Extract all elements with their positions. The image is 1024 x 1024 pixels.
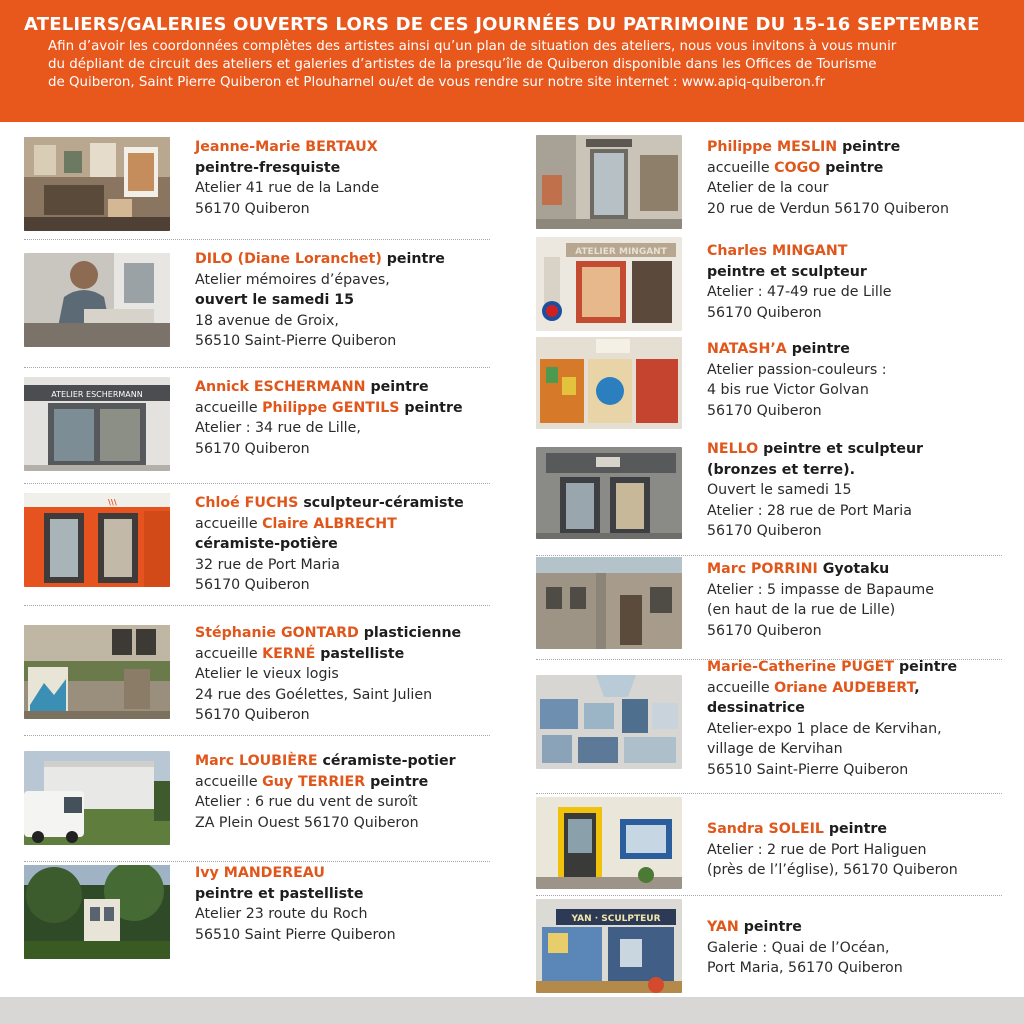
artist-entry-bertaux xyxy=(24,133,490,235)
artist-name: Sandra SOLEIL xyxy=(707,821,824,837)
guest-name: Philippe GENTILS xyxy=(262,399,400,416)
artist-address: Atelier 41 rue de la Lande xyxy=(195,180,380,197)
guest-punct: , xyxy=(914,679,920,696)
atelier-name: Atelier mémoires d’épaves, xyxy=(195,271,390,288)
svg-text:\\\: \\\ xyxy=(108,498,117,507)
banner-title: ATELIERS/GALERIES OUVERTS LORS DE CES JOURNÉES DU PATRIMOINE DU 15-16 SEPTEMBRE xyxy=(24,14,980,35)
artist-city: 56170 Quiberon xyxy=(195,577,310,594)
artist-name: Annick ESCHERMANN xyxy=(195,379,366,395)
artist-name: NATASH’A xyxy=(707,341,787,357)
artist-city: 56510 Saint Pierre Quiberon xyxy=(195,926,396,943)
artist-entry-porrini xyxy=(536,557,1002,655)
guest-name: Guy TERRIER xyxy=(262,773,366,790)
artist-photo xyxy=(24,253,170,347)
artist-entry-mingant xyxy=(536,237,1002,333)
artist-photo xyxy=(24,865,170,959)
artist-name: Charles MINGANT xyxy=(707,243,848,259)
artist-entry-gontard xyxy=(24,619,490,731)
artist-info xyxy=(195,137,490,219)
artist-photo xyxy=(24,625,170,719)
artist-info xyxy=(195,623,490,726)
opening-note: ouvert le samedi 15 xyxy=(195,292,354,309)
artist-name: Chloé FUCHS xyxy=(195,495,299,511)
artist-info xyxy=(707,917,1002,979)
artist-city: 56170 Quiberon xyxy=(195,707,310,724)
atelier-name: Atelier le vieux logis xyxy=(195,666,339,683)
artist-info xyxy=(707,657,1002,781)
header-banner xyxy=(0,0,1024,122)
shop-sign: ATELIER MINGANT xyxy=(575,247,667,257)
artist-address: 18 avenue de Groix, xyxy=(195,312,339,329)
artist-photo xyxy=(536,557,682,649)
guest-role: peintre xyxy=(365,773,429,790)
welcome-label: accueille xyxy=(195,515,263,532)
artist-info xyxy=(707,439,1002,542)
artist-address: Atelier : 47-49 rue de Lille xyxy=(707,284,892,301)
artist-entry-yan xyxy=(536,899,1002,995)
artist-entry-eschermann xyxy=(24,373,490,479)
artist-name: Stéphanie GONTARD xyxy=(195,625,359,641)
shop-sign: ATELIER ESCHERMANN xyxy=(51,390,143,399)
artist-name: Marie-Catherine PUGET xyxy=(707,659,895,675)
artist-city: 56170 Quiberon xyxy=(707,402,822,419)
artist-role: peintre xyxy=(786,341,850,357)
address-detail: (en haut de la rue de Lille) xyxy=(707,602,896,619)
artist-city: ZA Plein Ouest 56170 Quiberon xyxy=(195,814,419,831)
artist-city: 56510 Saint-Pierre Quiberon xyxy=(195,333,397,350)
guest-name: COGO xyxy=(774,159,821,176)
artist-photo xyxy=(536,337,682,429)
guest-role: céramiste-potière xyxy=(195,536,338,553)
guest-name: KERNÉ xyxy=(262,645,316,662)
artist-role: peintre et sculpteur xyxy=(707,263,867,280)
artist-city: 56170 Quiberon xyxy=(707,304,822,321)
guest-role: dessinatrice xyxy=(707,700,805,717)
artist-photo xyxy=(536,447,682,539)
welcome-label: accueille xyxy=(195,645,263,662)
artist-city: 56170 Quiberon xyxy=(707,523,822,540)
guest-role: peintre xyxy=(820,159,884,176)
artist-entry-dilo xyxy=(24,245,490,363)
artist-info xyxy=(195,863,490,945)
atelier-name: Atelier de la cour xyxy=(707,180,829,197)
banner-intro xyxy=(48,38,1000,92)
artist-city: 56510 Saint-Pierre Quiberon xyxy=(707,761,909,778)
artist-entry-mandereau xyxy=(24,863,490,963)
artist-entry-natasha xyxy=(536,337,1002,433)
atelier-name: Atelier passion-couleurs : xyxy=(707,361,887,378)
artist-address: 4 bis rue Victor Golvan xyxy=(707,382,869,399)
artist-info xyxy=(707,819,1002,881)
artist-city: 56170 Quiberon xyxy=(195,200,310,217)
welcome-label: accueille xyxy=(195,773,263,790)
artist-address: Atelier-expo 1 place de Kervihan, xyxy=(707,720,942,737)
artist-name: Ivy MANDEREAU xyxy=(195,865,325,881)
artist-entry-meslin xyxy=(536,133,1002,231)
artist-info xyxy=(195,493,490,596)
guest-name: Claire ALBRECHT xyxy=(262,515,397,532)
artist-address: 24 rue des Goélettes, Saint Julien xyxy=(195,686,433,703)
guest-role: pastelliste xyxy=(315,645,405,662)
artist-name: Philippe MESLIN xyxy=(707,139,838,155)
artist-role: peintre-fresquiste xyxy=(195,159,341,176)
welcome-label: accueille xyxy=(707,159,775,176)
artist-city: 56170 Quiberon xyxy=(707,622,822,639)
artist-address: Atelier 23 route du Roch xyxy=(195,906,368,923)
artist-photo xyxy=(536,675,682,769)
artist-photo xyxy=(536,797,682,889)
artist-address: Atelier : 5 impasse de Bapaume xyxy=(707,581,934,598)
artist-entry-loubiere xyxy=(24,751,490,857)
guest-role: peintre xyxy=(399,399,463,416)
banner-line-3: de Quiberon, Saint Pierre Quiberon et Plouharnel ou/et de vous rendre sur notre site internet : www.apiq-quiberon.fr xyxy=(48,75,826,90)
artist-role: peintre et sculpteur xyxy=(758,441,924,457)
artist-info xyxy=(707,339,1002,421)
artist-city: (près de l’l’église), 56170 Quiberon xyxy=(707,862,958,879)
artist-photo xyxy=(24,137,170,231)
welcome-label: accueille xyxy=(195,399,263,416)
artist-address: 32 rue de Port Maria xyxy=(195,556,340,573)
artist-name: Marc PORRINI xyxy=(707,561,818,577)
artist-address: Galerie : Quai de l’Océan, xyxy=(707,939,890,956)
artist-address: Atelier : 2 rue de Port Haliguen xyxy=(707,841,927,858)
artist-address: Atelier : 6 rue du vent de suroît xyxy=(195,794,418,811)
banner-line-2: du dépliant de circuit des ateliers et galeries d’artistes de la presqu’île de Quiberon disponible dans les Offices de Tourisme xyxy=(48,57,877,72)
artist-role: céramiste-potier xyxy=(317,753,456,769)
artist-city: Port Maria, 56170 Quiberon xyxy=(707,960,903,977)
artist-role: sculpteur-céramiste xyxy=(298,495,464,511)
artist-role: peintre et pastelliste xyxy=(195,885,364,902)
artist-role: Gyotaku xyxy=(817,561,890,577)
artist-address: Atelier : 28 rue de Port Maria xyxy=(707,502,912,519)
artist-entry-puget xyxy=(536,659,1002,789)
artist-role: peintre xyxy=(738,919,802,935)
banner-line-1: Afin d’avoir les coordonnées complètes des artistes ainsi qu’un plan de situation des ateliers, nous vous invitons à vous munir xyxy=(48,39,897,54)
artist-photo xyxy=(536,237,682,331)
artist-info xyxy=(707,241,1002,323)
artist-city: 56170 Quiberon xyxy=(195,440,310,457)
artist-entry-soleil xyxy=(536,795,1002,891)
artist-role: peintre xyxy=(381,251,445,267)
footer-band xyxy=(0,997,1024,1024)
artist-role: peintre xyxy=(837,139,901,155)
artist-info xyxy=(195,751,490,833)
artist-name: Marc LOUBIÈRE xyxy=(195,753,318,769)
guest-name: Oriane AUDEBERT xyxy=(774,679,915,696)
shop-sign: YAN · SCULPTEUR xyxy=(571,914,661,924)
artist-role: peintre xyxy=(823,821,887,837)
artist-info xyxy=(195,377,490,459)
artist-name: YAN xyxy=(707,919,739,935)
artist-role-detail: (bronzes et terre). xyxy=(707,461,855,478)
opening-note: Ouvert le samedi 15 xyxy=(707,482,852,499)
artist-photo xyxy=(24,493,170,587)
artist-entry-nello xyxy=(536,437,1002,551)
artist-photo xyxy=(24,751,170,845)
artist-role: peintre xyxy=(894,659,958,675)
artist-photo xyxy=(24,377,170,471)
artist-name: DILO (Diane Loranchet) xyxy=(195,251,382,267)
artist-name: NELLO xyxy=(707,441,759,457)
artist-name: Jeanne-Marie BERTAUX xyxy=(195,139,378,155)
artist-role: peintre xyxy=(365,379,429,395)
artist-role: plasticienne xyxy=(358,625,462,641)
artist-address: 20 rue de Verdun 56170 Quiberon xyxy=(707,200,949,217)
artist-address: Atelier : 34 rue de Lille, xyxy=(195,420,361,437)
artist-info xyxy=(707,137,1002,219)
artist-info xyxy=(195,249,490,352)
artist-info xyxy=(707,559,1002,641)
welcome-label: accueille xyxy=(707,679,775,696)
address-detail: village de Kervihan xyxy=(707,741,843,758)
artist-photo xyxy=(536,899,682,993)
artist-photo xyxy=(536,135,682,229)
artist-entry-fuchs xyxy=(24,489,490,601)
